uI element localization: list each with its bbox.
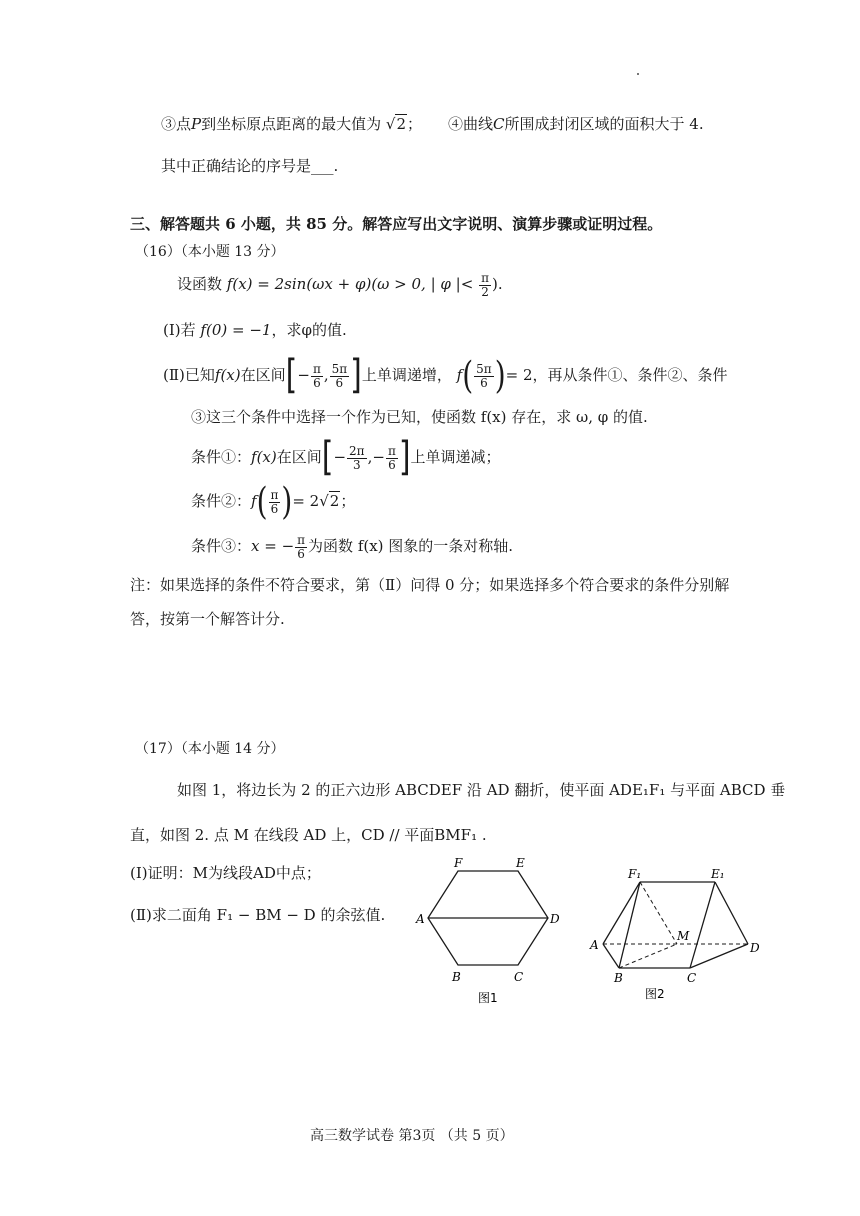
q16-part2-mono: 上单调递增， [361, 366, 452, 384]
cond1-fx: f(x) [251, 448, 277, 466]
cond2-eq: = 2 [292, 492, 320, 510]
conclusion-3-prefix: ③点 [161, 115, 192, 133]
edge-a-b [603, 944, 619, 968]
answer-prompt: 其中正确结论的序号是___. [161, 157, 339, 175]
fraction-pi-over-6-d [269, 489, 281, 516]
dashed-f1-m [640, 882, 677, 944]
label-d: D [750, 941, 760, 955]
frac-den: 6 [297, 546, 305, 561]
q16-intro [177, 267, 503, 301]
cond1-interval-label: 在区间 [276, 448, 322, 466]
sqrt-expression: √2 [319, 492, 340, 510]
frac-den: 6 [480, 375, 488, 390]
right-bracket: ] [350, 351, 362, 399]
q16-note-line2: 答，按第一个解答计分. [130, 610, 285, 628]
left-paren: ( [256, 479, 268, 524]
q16-part1 [163, 319, 347, 340]
section-3-heading: 三、解答题共 6 小题，共 85 分。解答应写出文字说明、演算步骤或证明过程。 [130, 215, 663, 233]
frac-den: 3 [352, 457, 361, 472]
q16-part1-label: (Ⅰ)若 [163, 321, 196, 339]
frac-num: 5π [331, 361, 348, 376]
label-a: A [416, 912, 425, 926]
q16-header: （16）（本小题 13 分） [135, 244, 285, 260]
minus-sign: − [372, 448, 385, 466]
conclusion-3-end: ； [407, 115, 423, 133]
label-a: A [590, 938, 599, 952]
label-m: M [677, 929, 690, 943]
cond2-f: f [251, 492, 257, 510]
frac-den: 6 [270, 501, 279, 516]
frac-num: π [387, 443, 396, 458]
q16-condition-1: 条件①：f(x)在区间[− $\frac{2\pi}{3}$ ,− $\frac{\pi}{6}$ ]上单调递减； [191, 433, 501, 481]
q17-line1: 如图 1，将边长为 2 的正六边形 ABCDEF 沿 AD 翻折，使平面 ADE₁F₁ 与平面 ABCD 垂 [177, 781, 786, 799]
label-d: D [550, 912, 560, 926]
sqrt-expression: √2 [385, 115, 407, 133]
q17-part2: (Ⅱ)求二面角 F₁ − BM − D 的余弦值. [130, 906, 386, 924]
q16-function: f(x) = 2sin(ωx + φ)( [226, 275, 378, 293]
q16-part2-label: (Ⅱ)已知 [163, 366, 215, 384]
q16-part2-f: f [456, 366, 463, 384]
minus-sign: − [297, 366, 310, 384]
label-c: C [687, 971, 697, 985]
frac-den: 6 [388, 457, 396, 472]
q16-part2-line2: ③这三个条件中选择一个作为已知，使函数 f(x) 存在，求 ω, φ 的值. [191, 408, 648, 426]
label-b: B [452, 970, 461, 984]
frac-den: 2 [481, 284, 489, 299]
cond3-tail: 为函数 f(x) 图象的一条对称轴. [308, 537, 514, 555]
conclusion-3 [161, 113, 422, 134]
right-bracket: ] [398, 433, 411, 481]
var-p: P [191, 115, 202, 133]
q16-intro-end: ). [491, 275, 503, 293]
cond3-label: 条件③： [191, 537, 252, 555]
frac-num: π [312, 361, 321, 376]
q16-part1-equation: f(0) = −1 [200, 321, 272, 339]
q16-condition-3 [191, 526, 513, 566]
var-c: C [493, 115, 505, 133]
edge-e1-c [690, 882, 715, 968]
sqrt-value: 2 [329, 492, 340, 510]
fraction-2pi-over-3 [347, 445, 367, 472]
label-f: F [454, 856, 463, 870]
right-paren: ) [281, 479, 293, 524]
fraction-pi-over-6 [311, 363, 323, 390]
frac-num: π [481, 270, 489, 285]
q17-part1: (Ⅰ)证明：M为线段AD中点； [130, 864, 321, 882]
figure-1-hexagon [410, 850, 570, 1020]
edge-c-d [690, 944, 748, 968]
q16-part2: (Ⅱ)已知f(x)在区间[− $\frac{\pi}{6}$ , $\frac{5\pi}{6}$ ]上单调递增， f( $\frac{5\pi}{6}$ )= 2，再从条件①、条件②、条件 [163, 351, 728, 399]
page-footer: 高三数学试卷 第3页 （共 5 页） [310, 1128, 514, 1144]
edge-f1-a [603, 882, 640, 944]
left-paren: ( [462, 353, 474, 398]
q16-intro-prefix: 设函数 [177, 275, 223, 293]
conclusion-4-text: 所围成封闭区域的面积大于 4. [504, 115, 704, 133]
left-bracket: [ [285, 351, 298, 399]
edge-f1-b [619, 882, 640, 968]
fraction-5pi-over-6-b [474, 363, 494, 390]
dashed-b-m [619, 944, 677, 968]
q16-part2-interval-label: 在区间 [240, 366, 286, 384]
conclusion-4-prefix: ④曲线 [448, 115, 494, 133]
label-f1: F₁ [628, 867, 642, 881]
fraction-pi-over-6-c [386, 445, 398, 472]
minus-sign: − [333, 448, 347, 466]
label-c: C [514, 970, 524, 984]
frac-num: π [270, 487, 279, 502]
q16-condition-2 [191, 479, 356, 524]
frac-num: 5π [476, 361, 492, 376]
sqrt-value: 2 [396, 115, 407, 133]
edge-e1-d [715, 882, 748, 944]
fraction-pi-over-2 [479, 272, 491, 299]
cond2-end: ； [340, 492, 356, 510]
fraction-5pi-over-6 [330, 363, 350, 390]
cond3-x: x = − [251, 537, 295, 555]
label-e1: E₁ [711, 867, 725, 881]
q16-note-line1: 注：如果选择的条件不符合要求，第（Ⅱ）问得 0 分；如果选择多个符合要求的条件分别解 [130, 576, 730, 594]
figure-2-caption: 图2 [645, 987, 665, 1001]
frac-num: 2π [349, 443, 365, 458]
conclusion-3-text: 到坐标原点距离的最大值为 [201, 115, 382, 133]
left-bracket: [ [321, 433, 334, 481]
cond1-tail: 上单调递减； [410, 448, 501, 466]
cond2-label: 条件②： [191, 492, 252, 510]
cond1-label: 条件①： [191, 448, 252, 466]
q16-part2-tail: ，再从条件①、条件②、条件 [532, 366, 728, 384]
conclusion-4 [448, 113, 704, 134]
q17-line2: 直，如图 2. 点 M 在线段 AD 上，CD // 平面BMF₁ . [130, 826, 487, 844]
q16-part2-fx: f(x) [214, 366, 241, 384]
right-paren: ) [494, 353, 506, 398]
q16-condition: ω > 0, | φ |< [377, 275, 474, 293]
frac-den: 6 [335, 375, 344, 390]
label-b: B [614, 971, 623, 985]
figure-1-caption: 图1 [478, 991, 498, 1005]
q16-part1-text: ，求φ的值. [271, 321, 347, 339]
scan-dot [637, 73, 639, 75]
figure-2-solid [585, 860, 770, 1010]
fraction-pi-over-6-e [295, 534, 307, 561]
q16-part2-value: = 2 [505, 366, 533, 384]
label-e: E [516, 856, 525, 870]
q17-header: （17）（本小题 14 分） [135, 741, 285, 757]
frac-den: 6 [313, 375, 321, 390]
frac-num: π [297, 532, 306, 547]
